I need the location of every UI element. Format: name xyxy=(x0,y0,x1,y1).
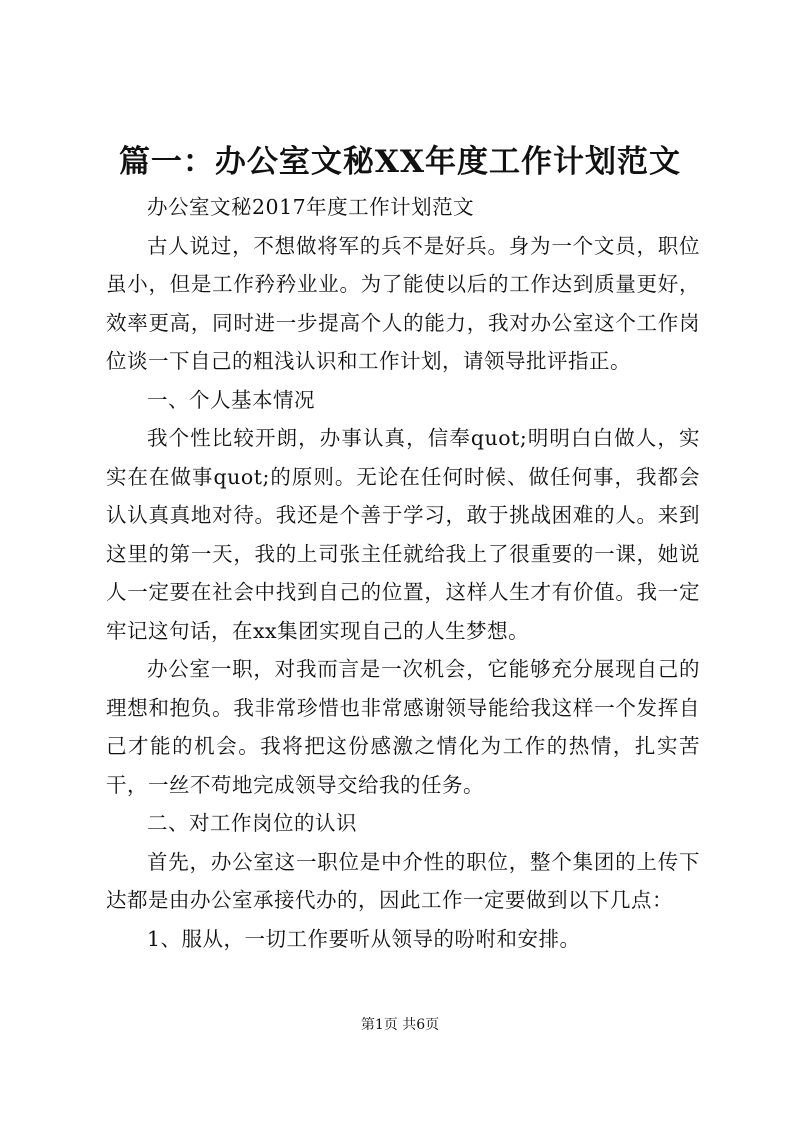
paragraph-point-1: 1、服从，一切工作要听从领导的吩咐和安排。 xyxy=(147,926,581,951)
paragraph-opportunity: 办公室一职，对我而言是一次机会，它能够充分展现自己的理想和抱负。我非常珍惜也非常感谢领导能给我这样一个发挥自己才能的机会。我将把这份感激之情化为工作的热情，扎实苦干，一丝不苟地完成领导交给我的任务。 xyxy=(106,657,700,797)
page-number-footer: 第1页 共6页 xyxy=(360,1017,440,1033)
paragraph-job-understanding: 首先，办公室这一职位是中介性的职位，整个集团的上传下达都是由办公室承接代办的，因此工作一定要做到以下几点： xyxy=(106,849,700,912)
section-heading-personal-info: 一、个人基本情况 xyxy=(147,387,315,412)
paragraph-intro: 古人说过，不想做将军的兵不是好兵。身为一个文员，职位虽小，但是工作矜矜业业。为了能使以后的工作达到质量更好，效率更高，同时进一步提高个人的能力，我对办公室这个工作岗位谈一下自己的粗浅认识和工作计划，请领导批评指正。 xyxy=(106,233,700,373)
paragraph-subtitle: 办公室文秘2017年度工作计划范文 xyxy=(147,195,475,219)
document-title: 篇一：办公室文秘XX年度工作计划范文 xyxy=(118,144,682,180)
section-heading-job-understanding: 二、对工作岗位的认识 xyxy=(147,811,357,835)
document-body xyxy=(106,188,700,958)
paragraph-personal-info: 我个性比较开朗，办事认真，信奉quot;明明白白做人，实实在在做事quot;的原则。无论在任何时候、做任何事，我都会认认真真地对待。我还是个善于学习，敢于挑战困难的人。来到这里的第一天，我的上司张主任就给我上了很重要的一课，她说人一定要在社会中找到自己的位置，这样人生才有价值。我一定牢记这句话，在xx集团实现自己的人生梦想。 xyxy=(106,426,700,643)
